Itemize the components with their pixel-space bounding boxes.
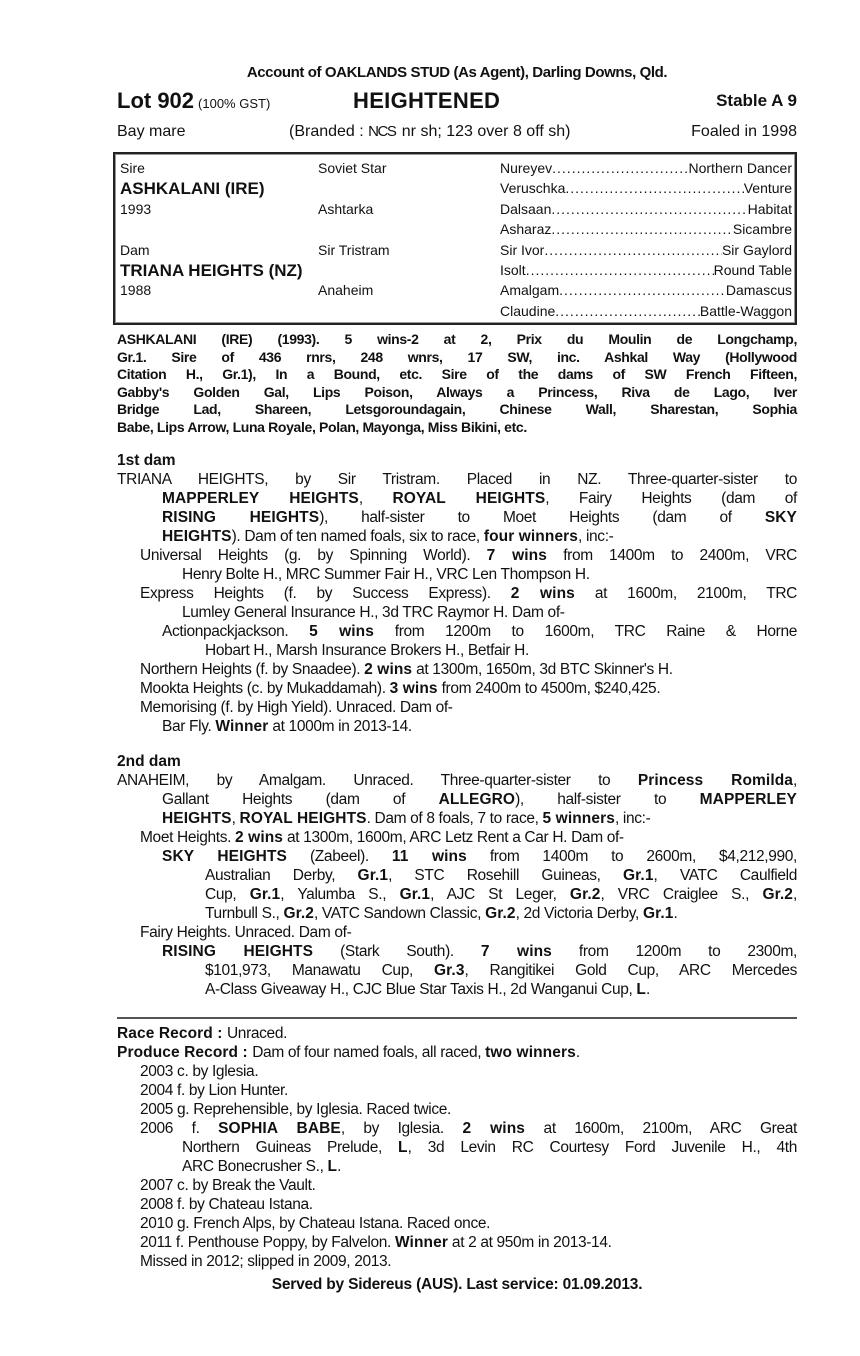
bold-text: two winners bbox=[485, 1044, 576, 1061]
bold-text: Gr.1 bbox=[357, 867, 389, 884]
text-line bbox=[117, 885, 797, 904]
text-run: at 2 at 950m in 2013-14. bbox=[447, 1234, 612, 1251]
text-run: , inc:- bbox=[614, 810, 651, 827]
bold-text: 5 winners bbox=[542, 810, 615, 827]
bold-text: ROYAL HEIGHTS bbox=[239, 810, 367, 827]
bold-text: SOPHIA BABE bbox=[218, 1120, 341, 1137]
text-run: Moet Heights. bbox=[140, 829, 236, 846]
text-line bbox=[117, 942, 797, 961]
horse-description: Bay mare bbox=[117, 123, 186, 140]
text-run: , bbox=[793, 886, 797, 903]
text-run: Dam of four named foals, all raced, bbox=[252, 1044, 486, 1061]
sire-summary-line: Gr.1. Sire of 436 rnrs, 248 wnrs, 17 SW, inc. Ashkal Way (Hollywood bbox=[117, 348, 797, 365]
bold-text: 2 wins bbox=[364, 661, 413, 678]
service-note: Served by Sidereus (AUS). Last service: 01.09.2013. bbox=[271, 1276, 643, 1293]
great-grandparent-sire: Northern Dancer bbox=[688, 160, 792, 176]
text-run: , Fairy Heights (dam of bbox=[545, 490, 797, 507]
great-grandparent-name: Asharaz bbox=[500, 221, 552, 238]
bold-text: Produce Record : bbox=[117, 1044, 253, 1061]
bold-text: 7 wins bbox=[486, 547, 547, 564]
text-run: , bbox=[793, 772, 797, 789]
text-line bbox=[117, 809, 797, 828]
great-grandparent-sire: Round Table bbox=[713, 262, 792, 278]
horse-info bbox=[117, 122, 797, 144]
great-grandparent-name: Nureyev bbox=[500, 160, 553, 176]
text-run: (Zabeel). bbox=[286, 848, 392, 865]
bold-text: L bbox=[636, 981, 646, 998]
sire-summary-line: Bridge Lad, Shareen, Letsgoroundagain, Chinese Wall, Sharestan, Sophia bbox=[117, 401, 797, 417]
text-line bbox=[117, 1233, 797, 1252]
text-run: Memorising (f. by High Yield). Unraced. Dam of- bbox=[140, 699, 453, 716]
text-line bbox=[117, 546, 797, 565]
text-run: . bbox=[337, 1158, 342, 1175]
first-dam-heading: 1st dam bbox=[117, 452, 176, 469]
pedigree-row bbox=[115, 282, 795, 302]
pedigree-row bbox=[115, 242, 795, 262]
text-line bbox=[117, 1138, 797, 1157]
records-section bbox=[117, 1024, 797, 1271]
stable-location: Stable A 9 bbox=[716, 91, 797, 110]
bold-text: Gr.1 bbox=[249, 886, 281, 903]
bold-text: ALLEGRO bbox=[438, 791, 516, 808]
pedigree-row bbox=[115, 262, 795, 282]
great-grandparent-sire: Sir Gaylord bbox=[721, 241, 792, 258]
great-grandparent-name: Isolt bbox=[500, 262, 526, 278]
great-grandparent-sire: Battle-Waggon bbox=[699, 302, 792, 319]
text-run: from 1400m to 2600m, $4,212,990, bbox=[466, 848, 797, 865]
great-grandparent-entry bbox=[500, 160, 792, 177]
text-line bbox=[117, 923, 797, 942]
text-run: 2011 f. Penthouse Poppy, by Falvelon. bbox=[140, 1234, 395, 1251]
dot-leader bbox=[565, 180, 743, 197]
bold-text: four winners bbox=[483, 528, 579, 545]
text-run: Express Heights (f. by Success Express). bbox=[140, 585, 511, 602]
text-run: . bbox=[673, 905, 678, 922]
text-run: , by Iglesia. bbox=[340, 1120, 463, 1137]
lot-label: Lot 902 bbox=[117, 88, 195, 113]
grandparent-name: Anaheim bbox=[318, 282, 374, 299]
text-line bbox=[117, 508, 797, 527]
text-run: , Rangitikei Gold Cup, ARC Mercedes bbox=[464, 962, 798, 979]
text-run: Missed in 2012; slipped in 2009, 2013. bbox=[140, 1253, 392, 1270]
grandparent-name: Ashtarka bbox=[318, 200, 374, 217]
bold-text: RISING HEIGHTS bbox=[162, 943, 314, 960]
text-run: , VRC Craiglee S., bbox=[600, 886, 763, 903]
bold-text: MAPPERLEY bbox=[699, 791, 797, 808]
text-line bbox=[117, 679, 797, 698]
text-run: , AJC St Leger, bbox=[430, 886, 570, 903]
text-run: Turnbull S., bbox=[205, 905, 284, 922]
text-line bbox=[117, 1081, 797, 1100]
text-line bbox=[117, 641, 797, 660]
text-line bbox=[117, 1024, 797, 1043]
text-run: ). Dam of ten named foals, six to race, bbox=[231, 528, 484, 545]
dot-leader bbox=[555, 303, 700, 320]
great-grandparent-entry bbox=[500, 221, 792, 238]
pedigree-row bbox=[115, 221, 795, 241]
great-grandparent-name: Sir Ivor bbox=[500, 241, 545, 258]
second-dam-section bbox=[117, 752, 797, 999]
bold-text: Gr.1 bbox=[622, 867, 654, 884]
great-grandparent-entry bbox=[500, 242, 792, 259]
text-run: . bbox=[575, 1044, 580, 1061]
pedigree-table bbox=[113, 152, 797, 325]
text-run: , VATC Sandown Classic, bbox=[314, 905, 486, 922]
text-run: 2010 g. French Alps, by Chateau Istana. Raced once. bbox=[140, 1215, 491, 1232]
text-run: from 1200m to 2300m, bbox=[551, 943, 797, 960]
grandparent-name: Soviet Star bbox=[318, 160, 387, 176]
great-grandparent-entry bbox=[500, 303, 792, 320]
text-run: , inc:- bbox=[578, 528, 614, 545]
bold-text: L bbox=[327, 1158, 338, 1175]
pedigree-parent-cell: Dam bbox=[120, 241, 150, 258]
text-line bbox=[117, 565, 797, 584]
great-grandparent-name: Veruschka bbox=[500, 180, 566, 197]
text-line bbox=[117, 771, 797, 790]
bold-text: MAPPERLEY HEIGHTS bbox=[162, 490, 359, 507]
bold-text: 7 wins bbox=[480, 943, 552, 960]
text-run: ), half-sister to Moet Heights (dam of bbox=[319, 509, 765, 526]
dot-leader bbox=[544, 242, 722, 259]
text-run: (Stark South). bbox=[313, 943, 481, 960]
text-run: 2008 f. by Chateau Istana. bbox=[140, 1196, 313, 1213]
dot-leader bbox=[552, 160, 688, 177]
text-run: 2006 f. bbox=[140, 1120, 219, 1137]
pedigree-parent-cell: Sire bbox=[120, 160, 145, 176]
text-run: Australian Derby, bbox=[205, 867, 358, 884]
dot-leader bbox=[559, 282, 726, 299]
text-run: ANAHEIM, by Amalgam. Unraced. Three-quarter-sister to bbox=[117, 772, 638, 789]
gst-note: (100% GST) bbox=[198, 96, 271, 111]
text-line bbox=[117, 603, 797, 622]
bold-text: 2 wins bbox=[462, 1120, 526, 1137]
second-dam-lines bbox=[117, 771, 797, 999]
bold-text: Gr.3 bbox=[433, 962, 465, 979]
text-run: Northern Heights (f. by Snaadee). bbox=[140, 661, 365, 678]
text-run: , bbox=[358, 490, 393, 507]
text-line bbox=[117, 527, 797, 546]
text-run: Bar Fly. bbox=[162, 718, 216, 735]
text-run: Universal Heights (g. by Spinning World). bbox=[140, 547, 487, 564]
text-run: Cup, bbox=[205, 886, 250, 903]
bold-text: L bbox=[398, 1139, 408, 1156]
text-run: Hobart H., Marsh Insurance Brokers H., Betfair H. bbox=[205, 642, 529, 659]
bold-text: Gr.1 bbox=[642, 905, 674, 922]
text-run: at 1600m, 2100m, TRC bbox=[574, 585, 798, 602]
text-line bbox=[117, 847, 797, 866]
bold-text: 2 wins bbox=[235, 829, 284, 846]
text-run: from 2400m to 4500m, $240,425. bbox=[437, 680, 661, 697]
bold-text: Winner bbox=[394, 1234, 448, 1251]
great-grandparent-entry bbox=[500, 201, 792, 218]
great-grandparent-sire: Venture bbox=[743, 180, 792, 197]
text-run: A-Class Giveaway H., CJC Blue Star Taxis H., 2d Wanganui Cup, bbox=[205, 981, 637, 998]
great-grandparent-sire: Habitat bbox=[747, 200, 792, 217]
great-grandparent-name: Claudine bbox=[500, 302, 556, 319]
text-run: Fairy Heights. Unraced. Dam of- bbox=[140, 924, 352, 941]
text-line bbox=[117, 489, 797, 508]
brand-prefix: (Branded : bbox=[289, 123, 369, 140]
text-run: , bbox=[231, 810, 240, 827]
text-line bbox=[117, 1176, 797, 1195]
text-run: at 1300m, 1650m, 3d BTC Skinner's H. bbox=[412, 661, 673, 678]
text-run: . bbox=[646, 981, 650, 998]
text-run: Gallant Heights (dam of bbox=[162, 791, 439, 808]
text-line bbox=[117, 622, 797, 641]
text-run: Unraced. bbox=[226, 1025, 288, 1042]
text-run: 2004 f. by Lion Hunter. bbox=[140, 1082, 288, 1099]
sire-summary-line: Babe, Lips Arrow, Luna Royale, Polan, Mayonga, Miss Bikini, etc. bbox=[117, 418, 527, 435]
bold-text: 11 wins bbox=[391, 848, 467, 865]
text-run: TRIANA HEIGHTS, by Sir Tristram. Placed in NZ. Three-quarter-sister to bbox=[117, 471, 797, 488]
bold-text: 3 wins bbox=[389, 680, 438, 697]
text-run: Actionpackjackson. bbox=[162, 623, 310, 640]
lot-number bbox=[117, 87, 270, 117]
sire-summary-line: Gabby's Golden Gal, Lips Poison, Always a Princess, Riva de Lago, Iver bbox=[117, 383, 797, 400]
great-grandparent-sire: Sicambre bbox=[732, 221, 792, 238]
text-run: . Dam of 8 foals, 7 to race, bbox=[366, 810, 543, 827]
pedigree-parent-cell: 1988 bbox=[120, 282, 152, 299]
second-dam-heading: 2nd dam bbox=[117, 753, 181, 770]
text-line bbox=[117, 980, 797, 999]
text-line bbox=[117, 1100, 797, 1119]
text-run: 2003 c. by Iglesia. bbox=[140, 1063, 259, 1080]
bold-text: Race Record : bbox=[117, 1025, 227, 1042]
text-line bbox=[117, 1043, 797, 1062]
text-line bbox=[117, 866, 797, 885]
text-run: ARC Bonecrusher S., bbox=[182, 1158, 328, 1175]
dot-leader bbox=[551, 221, 733, 238]
text-line bbox=[117, 470, 797, 489]
text-run: from 1400m to 2400m, VRC bbox=[546, 547, 798, 564]
text-run: , 3d Levin RC Courtesy Ford Juvenile H., 4th bbox=[407, 1139, 797, 1156]
catalogue-body bbox=[117, 331, 797, 1295]
grandparent-name: Sir Tristram bbox=[318, 241, 390, 258]
text-run: at 1000m in 2013-14. bbox=[268, 718, 412, 735]
text-run: from 1200m to 1600m, TRC Raine & Horne bbox=[373, 623, 798, 640]
pedigree-parent-cell: TRIANA HEIGHTS (NZ) bbox=[120, 261, 303, 280]
bold-text: HEIGHTS bbox=[162, 528, 232, 545]
vendor-account: Account of OAKLANDS STUD (As Agent), Darling Downs, Qld. bbox=[246, 64, 668, 81]
text-run: at 1300m, 1600m, ARC Letz Rent a Car H. Dam of- bbox=[283, 829, 624, 846]
bold-text: Gr.2 bbox=[485, 905, 516, 922]
pedigree-row bbox=[115, 303, 795, 323]
text-run: Northern Guineas Prelude, bbox=[182, 1139, 399, 1156]
text-run: 2005 g. Reprehensible, by Iglesia. Raced twice. bbox=[140, 1101, 451, 1118]
first-dam-lines bbox=[117, 470, 797, 736]
text-line bbox=[117, 1119, 797, 1138]
dot-leader bbox=[526, 262, 714, 279]
text-run: 2007 c. by Break the Vault. bbox=[140, 1177, 316, 1194]
section-divider bbox=[117, 1017, 797, 1019]
text-line bbox=[117, 698, 797, 717]
text-line bbox=[117, 660, 797, 679]
bold-text: Gr.2 bbox=[569, 886, 601, 903]
text-line bbox=[117, 904, 797, 923]
bold-text: 5 wins bbox=[309, 623, 374, 640]
text-line bbox=[117, 828, 797, 847]
lot-header bbox=[117, 87, 797, 115]
brand-mark: NCS bbox=[368, 123, 396, 140]
great-grandparent-entry bbox=[500, 180, 792, 197]
brand-suffix: nr sh; 123 over 8 off sh) bbox=[397, 123, 571, 140]
text-run: , VATC Caulfield bbox=[653, 867, 798, 884]
first-dam-section bbox=[117, 451, 797, 736]
pedigree-row bbox=[115, 180, 795, 200]
pedigree-parent-cell: 1993 bbox=[120, 200, 152, 217]
dot-leader bbox=[551, 201, 747, 218]
text-line bbox=[117, 1062, 797, 1081]
brand-info bbox=[289, 122, 570, 142]
pedigree-parent-cell: ASHKALANI (IRE) bbox=[120, 179, 265, 199]
text-run: at 1600m, 2100m, ARC Great bbox=[525, 1120, 797, 1137]
foaled-year: Foaled in 1998 bbox=[691, 123, 797, 140]
text-line bbox=[117, 1195, 797, 1214]
bold-text: 2 wins bbox=[510, 585, 575, 602]
records-lines bbox=[117, 1024, 797, 1271]
text-line bbox=[117, 790, 797, 809]
bold-text: ROYAL HEIGHTS bbox=[392, 490, 546, 507]
great-grandparent-entry bbox=[500, 282, 792, 299]
great-grandparent-sire: Damascus bbox=[725, 282, 792, 299]
bold-text: SKY bbox=[764, 509, 797, 526]
bold-text: Gr.1 bbox=[399, 886, 431, 903]
bold-text: Princess Romilda bbox=[637, 772, 794, 789]
bold-text: SKY HEIGHTS bbox=[162, 848, 287, 865]
text-run: , Yalumba S., bbox=[280, 886, 400, 903]
text-run: Henry Bolte H., MRC Summer Fair H., VRC Len Thompson H. bbox=[182, 566, 590, 583]
text-line bbox=[117, 961, 797, 980]
bold-text: Gr.2 bbox=[283, 905, 314, 922]
text-run: , 2d Victoria Derby, bbox=[515, 905, 643, 922]
bold-text: Gr.2 bbox=[762, 886, 793, 903]
great-grandparent-name: Dalsaan bbox=[500, 200, 552, 217]
pedigree-row bbox=[115, 160, 795, 180]
sire-summary-line: Citation H., Gr.1), In a Bound, etc. Sire of the dams of SW French Fifteen, bbox=[117, 366, 797, 382]
sire-summary bbox=[117, 331, 797, 436]
text-run: ), half-sister to bbox=[515, 791, 700, 808]
text-run: $101,973, Manawatu Cup, bbox=[205, 962, 434, 979]
text-line bbox=[117, 1157, 797, 1176]
text-line bbox=[117, 717, 797, 736]
text-run: Mookta Heights (c. by Mukaddamah). bbox=[140, 680, 390, 697]
text-line bbox=[117, 1214, 797, 1233]
text-run: Lumley General Insurance H., 3d TRC Raymor H. Dam of- bbox=[182, 604, 565, 621]
horse-name: HEIGHTENED bbox=[353, 88, 501, 113]
text-line bbox=[117, 1252, 797, 1271]
bold-text: HEIGHTS bbox=[162, 810, 232, 827]
bold-text: RISING HEIGHTS bbox=[162, 509, 320, 526]
sire-summary-line: ASHKALANI (IRE) (1993). 5 wins-2 at 2, Prix du Moulin de Longchamp, bbox=[117, 331, 797, 347]
great-grandparent-entry bbox=[500, 262, 792, 279]
great-grandparent-name: Amalgam bbox=[500, 282, 560, 299]
text-line bbox=[117, 584, 797, 603]
text-run: , STC Rosehill Guineas, bbox=[388, 867, 623, 884]
bold-text: Winner bbox=[215, 718, 269, 735]
pedigree-row bbox=[115, 201, 795, 221]
